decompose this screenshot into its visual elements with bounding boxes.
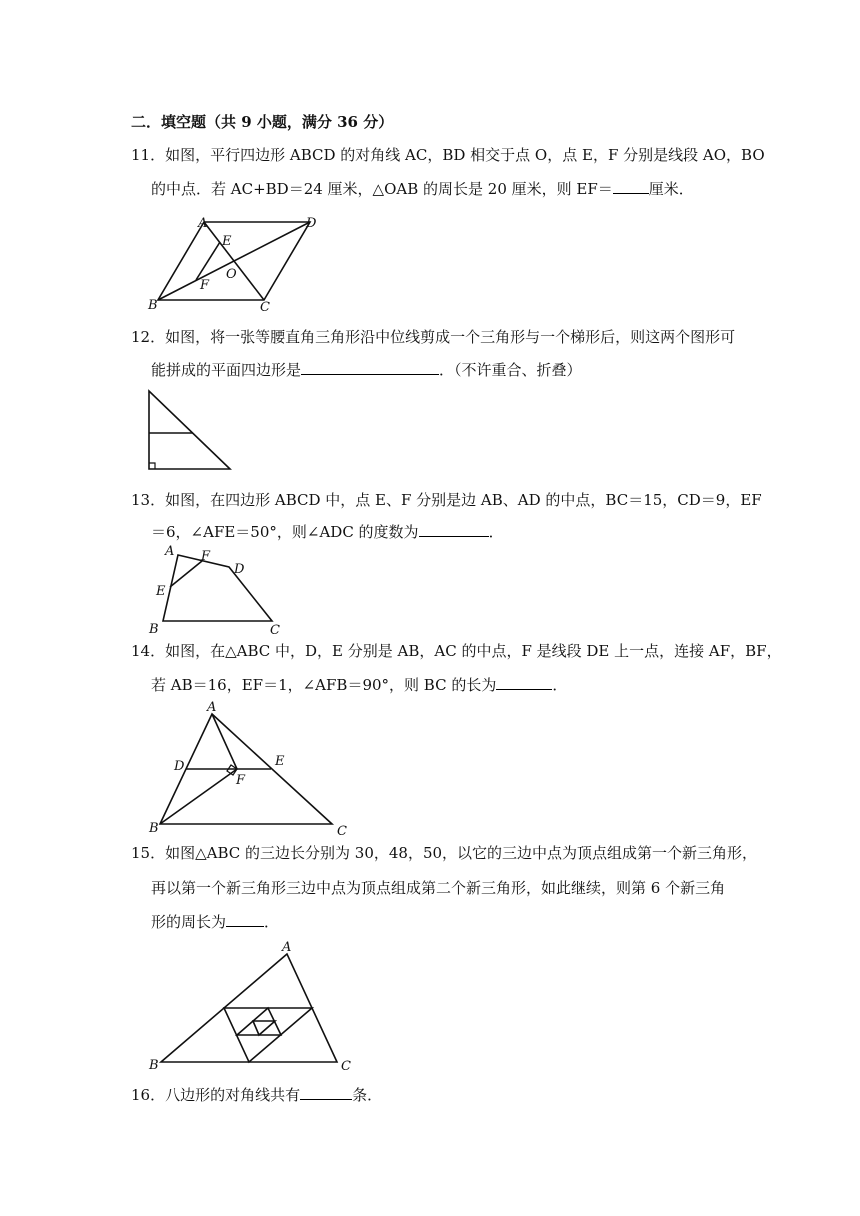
q11-label-a: A (198, 216, 208, 231)
q14-label-c: C (337, 824, 347, 839)
q14-label-f: F (236, 773, 246, 788)
q13-text-2: ＝6，∠AFE＝50°，则∠ADC 的度数为 (151, 523, 419, 541)
q15-text-3: 形的周长为 (151, 913, 227, 931)
q11-label-f: F (200, 278, 210, 293)
q16-number: 16． (131, 1086, 166, 1104)
q14-answer-blank[interactable] (496, 675, 552, 690)
q14-line2 (151, 675, 567, 695)
q15-midpoint-triangle-3 (253, 1021, 275, 1035)
q13-label-e: E (156, 584, 166, 599)
q11-label-o: O (226, 267, 237, 282)
q16-line1 (131, 1085, 382, 1105)
q12-text-3: ．（不许重合、折叠） (439, 361, 582, 379)
q12-line2 (151, 360, 582, 380)
q12-number: 12． (131, 328, 166, 346)
q14-label-e: E (275, 754, 285, 769)
q14-label-a: A (207, 700, 217, 715)
q14-label-d: D (174, 759, 185, 774)
q14-segment-af (212, 714, 237, 769)
q11-figure-parallelogram (140, 212, 340, 315)
q15-text-1: 如图△ABC 的三边长分别为 30，48，50，以它的三边中点为顶点组成第一个新三角形， (165, 844, 758, 862)
q15-number: 15． (131, 844, 166, 862)
q14-number: 14． (131, 642, 166, 660)
q15-line1 (131, 843, 757, 863)
q11-number: 11． (131, 146, 166, 164)
q13-text-1: 如图，在四边形 ABCD 中，点 E、F 分别是边 AB、AD 的中点，BC＝15，CD＝9，EF (165, 491, 762, 509)
q13-quadrilateral-abcd (163, 555, 272, 621)
q11-label-c: C (260, 300, 270, 315)
q15-text-4: ． (264, 913, 280, 931)
q11-text-3: 厘米． (648, 180, 694, 198)
q16-answer-blank[interactable] (300, 1085, 352, 1100)
q12-text-2: 能拼成的平面四边形是 (151, 361, 302, 379)
q16-text-2: 条． (352, 1086, 383, 1104)
q13-line2 (151, 522, 504, 542)
q15-answer-blank[interactable] (226, 912, 264, 927)
section-title: 二．填空题（共 9 小题，满分 36 分） (131, 113, 394, 131)
q13-label-b: B (149, 622, 159, 637)
q12-right-triangle (149, 391, 230, 469)
q11-text-1: 如图，平行四边形 ABCD 的对角线 AC，BD 相交于点 O，点 E，F 分别是线段 AO，BO (165, 146, 765, 164)
q11-line2 (151, 179, 694, 199)
q11-label-d: D (306, 216, 317, 231)
q13-text-3: ． (488, 523, 504, 541)
q11-label-b: B (148, 298, 158, 313)
q13-segment-ef (170, 561, 202, 587)
q12-figure-triangle (145, 387, 245, 472)
q14-text-1: 如图，在△ABC 中，D，E 分别是 AB，AC 的中点，F 是线段 DE 上一点，连接 AF，BF， (165, 642, 782, 660)
q16-text-1: 八边形的对角线共有 (165, 1086, 301, 1104)
q14-text-2: 若 AB＝16，EF＝1，∠AFB＝90°，则 BC 的长为 (151, 676, 497, 694)
q13-label-a: A (165, 544, 175, 559)
q13-figure-quadrilateral (145, 543, 285, 638)
q14-text-3: ． (552, 676, 568, 694)
q13-label-d: D (234, 562, 245, 577)
q13-label-c: C (270, 623, 280, 638)
q15-line3 (151, 912, 279, 932)
q14-figure-triangle (145, 700, 355, 839)
q13-label-f: F (201, 549, 211, 564)
q15-figure-nested-triangles (145, 938, 365, 1074)
q12-right-angle-mark (149, 463, 155, 469)
q14-segment-bf (160, 769, 237, 824)
q14-line1 (131, 641, 782, 661)
q15-line2: 再以第一个新三角形三边中点为顶点组成第二个新三角形，如此继续，则第 6 个新三角 (151, 879, 726, 897)
q11-line1 (131, 145, 765, 165)
q12-answer-blank[interactable] (301, 360, 439, 375)
q13-number: 13． (131, 491, 166, 509)
q12-text-1: 如图，将一张等腰直角三角形沿中位线剪成一个三角形与一个梯形后，则这两个图形可 (165, 328, 736, 346)
q12-line1 (131, 327, 735, 347)
q11-answer-blank[interactable] (613, 179, 649, 194)
q13-answer-blank[interactable] (419, 522, 489, 537)
q13-line1 (131, 490, 762, 510)
q14-label-b: B (149, 821, 159, 836)
q11-text-2: 的中点．若 AC+BD＝24 厘米，△OAB 的周长是 20 厘米，则 EF＝ (151, 180, 613, 198)
q15-label-a: A (282, 940, 292, 955)
q15-label-c: C (341, 1059, 351, 1074)
q11-label-e: E (222, 234, 232, 249)
q15-label-b: B (149, 1058, 159, 1073)
